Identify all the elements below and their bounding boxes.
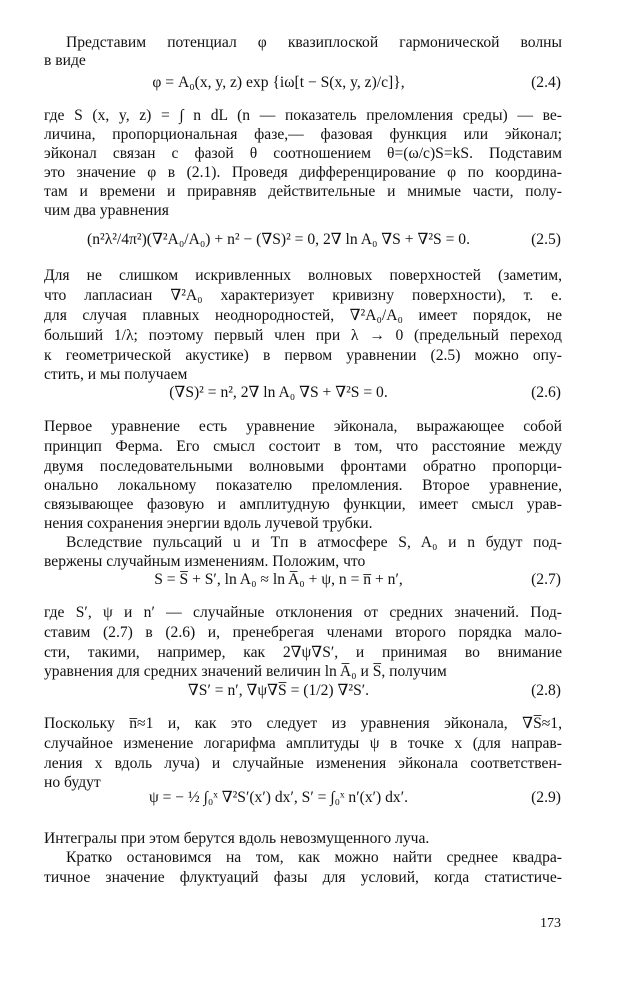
text-line: Вследствие пульсаций u и Tп в атмосфере S, A₀ и n будут под- <box>66 534 562 551</box>
text-line: там и времени и приравняв действительные и мнимые части, полу- <box>44 183 562 200</box>
text-line: тичное значение флуктуаций фазы для условий, когда статистиче- <box>44 869 562 886</box>
text-line: Интегралы при этом берутся вдоль невозмущенного луча. <box>44 830 430 847</box>
equation-formula: ψ = − ½ ∫₀ˣ ∇²S′(x′) dx′, S′ = ∫₀ˣ n′(x′) dx′. <box>148 789 409 806</box>
equation-number: (2.4) <box>531 74 561 91</box>
equation-number: (2.5) <box>531 231 561 248</box>
text-line: Представим потенциал φ квазиплоской гармонической волны <box>66 34 562 51</box>
text-line: в виде <box>44 52 86 69</box>
text-line: где S (x, y, z) = ∫ n dL (n — показатель преломления среды) — ве- <box>44 107 562 124</box>
equation-formula: (∇S)² = n², 2∇ ln A₀ ∇S + ∇²S = 0. <box>169 384 388 401</box>
text-line: вержены случайным изменениям. Положим, что <box>44 553 366 570</box>
equation-number: (2.9) <box>531 789 561 806</box>
text-line: стить, и мы получаем <box>44 366 188 383</box>
text-line: но будут <box>44 774 101 791</box>
equation-formula: ∇S′ = n′, ∇ψ∇S̅ = (1/2) ∇²S′. <box>187 682 370 699</box>
text-line: сти, такими, например, как 2∇ψ∇S′, и принимая во внимание <box>44 644 562 661</box>
equation-2-9 <box>0 776 627 820</box>
text-line: нения сохранения энергии вдоль лучевой трубки. <box>44 515 373 532</box>
text-line: принцип Ферма. Его смысл состоит в том, что расстояние между <box>44 438 562 455</box>
text-line: онально локальному показателю преломления. Второе уравнение, <box>44 477 562 494</box>
text-line: случайное изменение логарифма амплитуды ψ в точке x (для направ- <box>44 735 562 752</box>
equation-formula: φ = A₀(x, y, z) exp {iω[t − S(x, y, z)/c]}, <box>152 74 405 91</box>
text-line: личина, пропорциональная фазе,— фазовая функция или эйконал; <box>44 126 562 143</box>
text-line: Для не слишком искривленных волновых поверхностей (заметим, <box>44 267 562 284</box>
text-line: эйконал связан с фазой θ соотношением θ=(ω/c)S=kS. Подставим <box>44 145 562 162</box>
text-line: это значение φ в (2.1). Проведя дифференцирование φ по координа- <box>44 164 562 181</box>
text-line: больший 1/λ; поэтому первый член при λ → 0 (предельный переход <box>44 327 562 344</box>
text-line: к геометрической акустике) в первом уравнении (2.5) можно опу- <box>44 347 562 364</box>
page-number: 173 <box>540 916 561 931</box>
text-line: где S′, ψ и n′ — случайные отклонения от средних значений. Под- <box>44 604 562 621</box>
equation-number: (2.8) <box>531 682 561 699</box>
equation-2-8 <box>0 678 627 704</box>
text-line: Поскольку n̅≈1 и, как это следует из уравнения эйконала, ∇S̅≈1, <box>44 715 562 732</box>
text-line: уравнения для средних значений величин ln A̅₀ и S̅, получим <box>44 663 447 680</box>
text-line: чим два уравнения <box>44 202 169 219</box>
text-line: ставим (2.7) в (2.6) и, пренебрегая членами второго порядка мало- <box>44 624 562 641</box>
text-line: для случая плавных неоднородностей, ∇²A₀/A₀ имеет порядок, не <box>44 307 562 324</box>
equation-number: (2.6) <box>531 384 561 401</box>
equation-formula: (n²λ²/4π²)(∇²A₀/A₀) + n² − (∇S)² = 0, 2∇ ln A₀ ∇S + ∇²S = 0. <box>87 231 470 248</box>
text-line: что лапласиан ∇²A₀ характеризует кривизну поверхности), т. е. <box>44 287 562 304</box>
text-line: связывающее фазовую и амплитудную функции, имеет смысл урав- <box>44 496 562 513</box>
text-line: Кратко остановимся на том, как можно найти среднее квадра- <box>66 849 562 866</box>
text-line: Первое уравнение есть уравнение эйконала, выражающее собой <box>44 418 562 435</box>
equation-2-4 <box>0 70 627 96</box>
equation-2-5 <box>0 218 627 262</box>
equation-formula: S = S̅ + S′, ln A₀ ≈ ln A̅₀ + ψ, n = n̅ + n′, <box>154 571 403 588</box>
equation-number: (2.7) <box>531 571 561 588</box>
equation-2-7 <box>0 567 627 593</box>
text-line: ления x вдоль луча) и случайные изменения эйконала соответствен- <box>44 755 562 772</box>
text-line: двумя последовательными волновыми фронтами обратно пропорци- <box>44 458 562 475</box>
equation-2-6 <box>0 380 627 406</box>
